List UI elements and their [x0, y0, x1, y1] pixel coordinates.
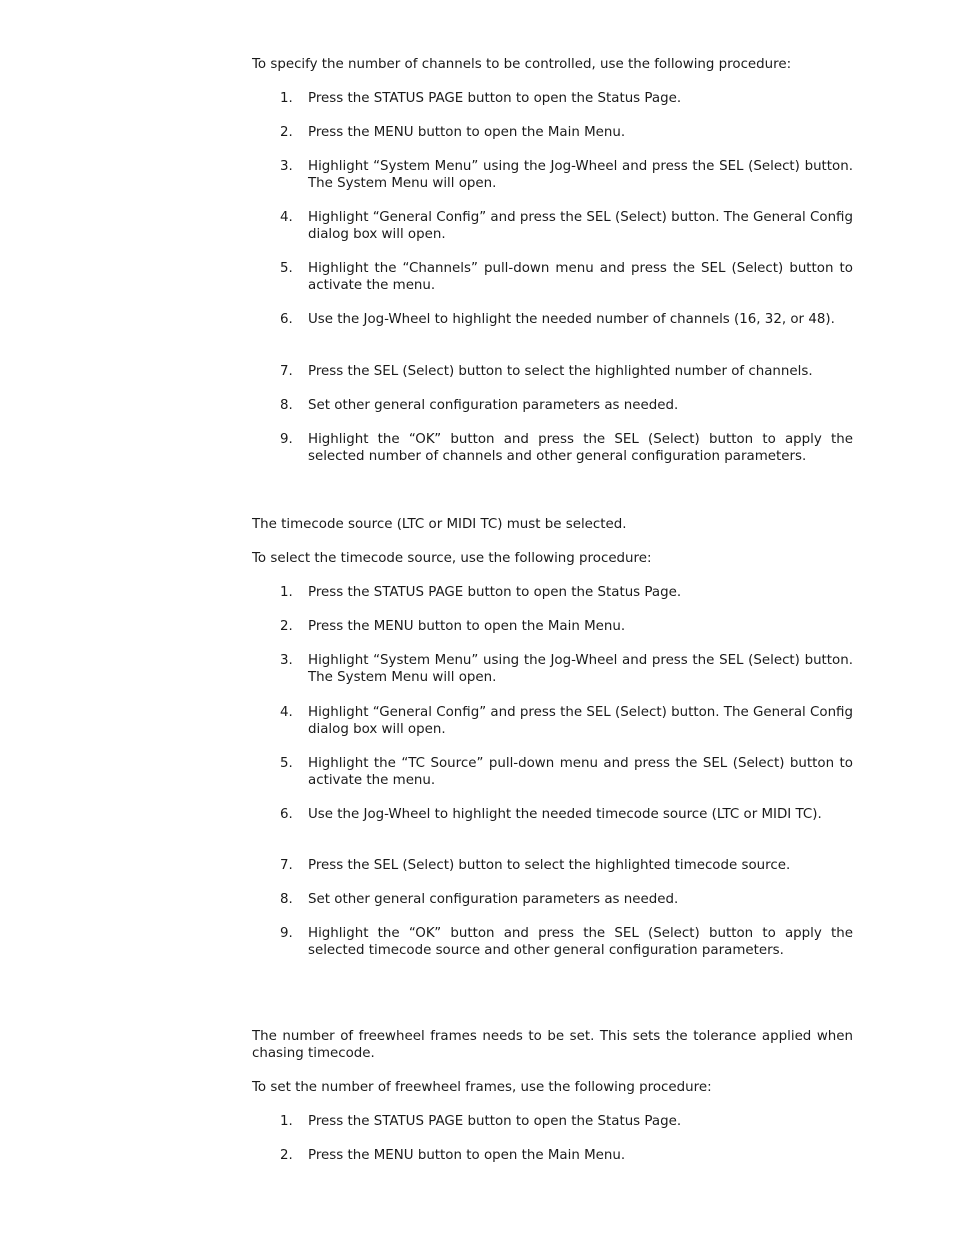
step-text: Use the Jog-Wheel to highlight the needed number of channels (16, 32, or 48). — [308, 312, 835, 327]
step-text: Highlight the “OK” button and press the SEL (Select) button to apply the selected number of channels and other general configuration parameters. — [308, 432, 853, 464]
step-number: 3. — [280, 159, 293, 174]
step-text: Press the SEL (Select) button to select the highlighted number of channels. — [308, 364, 813, 379]
step-number: 2. — [280, 1148, 293, 1163]
step-text: Highlight “General Config” and press the SEL (Select) button. The General Config dialog box will open. — [308, 210, 853, 242]
step-number: 1. — [280, 1114, 293, 1129]
step-text: Set other general configuration parameters as needed. — [308, 398, 679, 413]
freewheel-intro: To set the number of freewheel frames, use the following procedure: — [252, 1080, 712, 1095]
step-text: Highlight the “TC Source” pull-down menu and press the SEL (Select) button to activate the menu. — [308, 756, 853, 788]
timecode-note: The timecode source (LTC or MIDI TC) must be selected. — [252, 517, 627, 532]
step-number: 2. — [280, 125, 293, 140]
step-number: 6. — [280, 807, 293, 822]
step-number: 2. — [280, 619, 293, 634]
channels-intro: To specify the number of channels to be controlled, use the following procedure: — [252, 57, 792, 72]
step-number: 1. — [280, 91, 293, 106]
step-text: Press the SEL (Select) button to select the highlighted timecode source. — [308, 858, 791, 873]
step-text: Press the STATUS PAGE button to open the Status Page. — [308, 1114, 682, 1129]
step-text: Press the STATUS PAGE button to open the Status Page. — [308, 585, 682, 600]
step-number: 8. — [280, 892, 293, 907]
step-text: Press the STATUS PAGE button to open the Status Page. — [308, 91, 682, 106]
step-text: Press the MENU button to open the Main Menu. — [308, 1148, 626, 1163]
step-number: 5. — [280, 756, 293, 771]
step-text: Set other general configuration parameters as needed. — [308, 892, 679, 907]
step-number: 4. — [280, 210, 293, 225]
step-number: 3. — [280, 653, 293, 668]
step-number: 5. — [280, 261, 293, 276]
step-number: 7. — [280, 364, 293, 379]
step-number: 6. — [280, 312, 293, 327]
step-text: Highlight the “OK” button and press the SEL (Select) button to apply the selected timecode source and other general configuration parameters. — [308, 926, 853, 958]
step-number: 9. — [280, 926, 293, 941]
step-number: 4. — [280, 705, 293, 720]
step-number: 1. — [280, 585, 293, 600]
step-text: Highlight “System Menu” using the Jog-Wheel and press the SEL (Select) button. The System Menu will open. — [308, 653, 853, 685]
step-number: 8. — [280, 398, 293, 413]
step-text: Use the Jog-Wheel to highlight the needed timecode source (LTC or MIDI TC). — [308, 807, 822, 822]
step-text: Highlight the “Channels” pull-down menu and press the SEL (Select) button to activate the menu. — [308, 261, 853, 293]
step-number: 9. — [280, 432, 293, 447]
freewheel-note: The number of freewheel frames needs to be set. This sets the tolerance applied when chasing timecode. — [252, 1029, 853, 1061]
timecode-intro: To select the timecode source, use the following procedure: — [252, 551, 652, 566]
step-text: Highlight “System Menu” using the Jog-Wheel and press the SEL (Select) button. The System Menu will open. — [308, 159, 853, 191]
step-text: Press the MENU button to open the Main Menu. — [308, 125, 626, 140]
step-text: Press the MENU button to open the Main Menu. — [308, 619, 626, 634]
step-text: Highlight “General Config” and press the SEL (Select) button. The General Config dialog box will open. — [308, 705, 853, 737]
step-number: 7. — [280, 858, 293, 873]
